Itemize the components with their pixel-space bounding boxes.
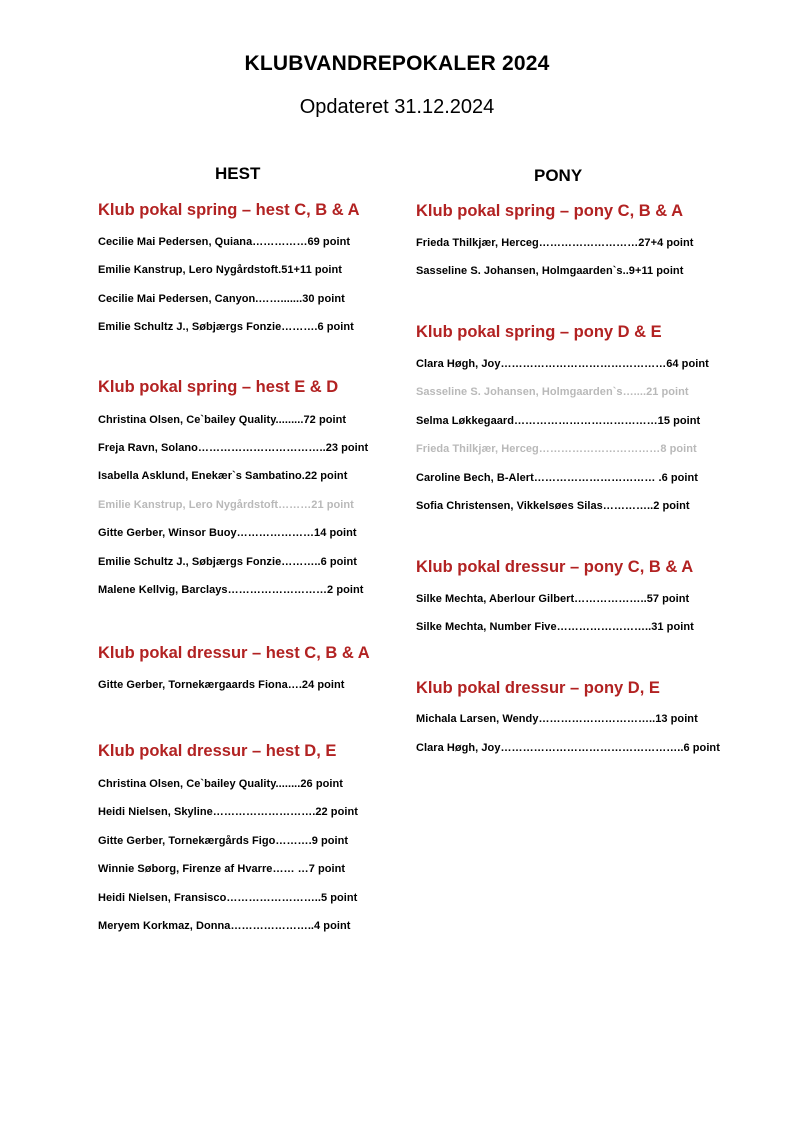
hest-result-entry: Winnie Søborg, Firenze af Hvarre…… …7 point [98,863,346,875]
hest-result-entry: Emilie Kanstrup, Lero Nygårdstoft………21 point [98,499,354,511]
pony-result-entry: Silke Mechta, Number Five……………………..31 point [416,621,694,633]
hest-result-entry: Emilie Schultz J., Søbjærgs Fonzie………..6 point [98,556,357,568]
hest-result-entry: Gitte Gerber, Winsor Buoy…………………14 point [98,527,357,539]
hest-result-entry: Emilie Kanstrup, Lero Nygårdstoft.51+11 point [98,264,342,276]
hest-section-title: Klub pokal spring – hest E & D [98,378,339,396]
pony-result-entry: Selma Løkkegaard…………………………………15 point [416,415,701,427]
page-subtitle: Opdateret 31.12.2024 [299,96,495,118]
page-title: KLUBVANDREPOKALER 2024 [244,52,550,75]
pony-result-entry: Clara Høgh, Joy…………………………………………..6 point [416,742,720,754]
pony-section-title: Klub pokal dressur – pony C, B & A [416,558,694,576]
pony-section-title: Klub pokal spring – pony D & E [416,323,662,341]
pony-result-entry: Clara Høgh, Joy………………………………………64 point [416,358,709,370]
hest-section-title: Klub pokal dressur – hest C, B & A [98,644,370,662]
hest-result-entry: Isabella Asklund, Enekær`s Sambatino.22 point [98,470,348,482]
hest-result-entry: Malene Kellvig, Barclays………………………2 point [98,584,364,596]
column-heading-hest: HEST [215,164,261,183]
hest-result-entry: Heidi Nielsen, Fransisco……………………..5 point [98,892,358,904]
pony-result-entry: Silke Mechta, Aberlour Gilbert………………..57 point [416,593,690,605]
hest-result-entry: Emilie Schultz J., Søbjærgs Fonzie……….6 point [98,321,354,333]
hest-result-entry: Cecilie Mai Pedersen, Quiana……………69 point [98,236,351,248]
pony-result-entry: Caroline Bech, B-Alert…………………………… .6 point [416,472,699,484]
pony-result-entry: Sasseline S. Johansen, Holmgaarden`s..9+11 point [416,265,684,277]
hest-result-entry: Gitte Gerber, Tornekærgårds Figo……….9 point [98,835,349,847]
hest-result-entry: Christina Olsen, Ce`bailey Quality........26 point [98,778,343,790]
pony-result-entry: Sofia Christensen, Vikkelsøes Silas…………..2 point [416,500,690,512]
hest-result-entry: Meryem Korkmaz, Donna…………………..4 point [98,920,351,932]
pony-result-entry: Frieda Thilkjær, Herceg……………………………8 point [416,443,697,455]
hest-result-entry: Heidi Nielsen, Skyline……………………….22 point [98,806,358,818]
hest-result-entry: Cecilie Mai Pedersen, Canyon.…….......30 point [98,293,345,305]
hest-result-entry: Gitte Gerber, Tornekærgaards Fiona….24 point [98,679,345,691]
pony-section-title: Klub pokal spring – pony C, B & A [416,202,684,220]
column-heading-pony: PONY [534,166,583,185]
hest-section-title: Klub pokal dressur – hest D, E [98,742,337,760]
pony-result-entry: Michala Larsen, Wendy…………………………..13 point [416,713,698,725]
hest-result-entry: Freja Ravn, Solano……………………………..23 point [98,442,369,454]
pony-result-entry: Frieda Thilkjær, Herceg………………………27+4 point [416,237,694,249]
pony-result-entry: Sasseline S. Johansen, Holmgaarden`s…....21 point [416,386,689,398]
hest-section-title: Klub pokal spring – hest C, B & A [98,201,360,219]
hest-result-entry: Christina Olsen, Ce`bailey Quality.........72 point [98,414,347,426]
pony-section-title: Klub pokal dressur – pony D, E [416,679,660,697]
